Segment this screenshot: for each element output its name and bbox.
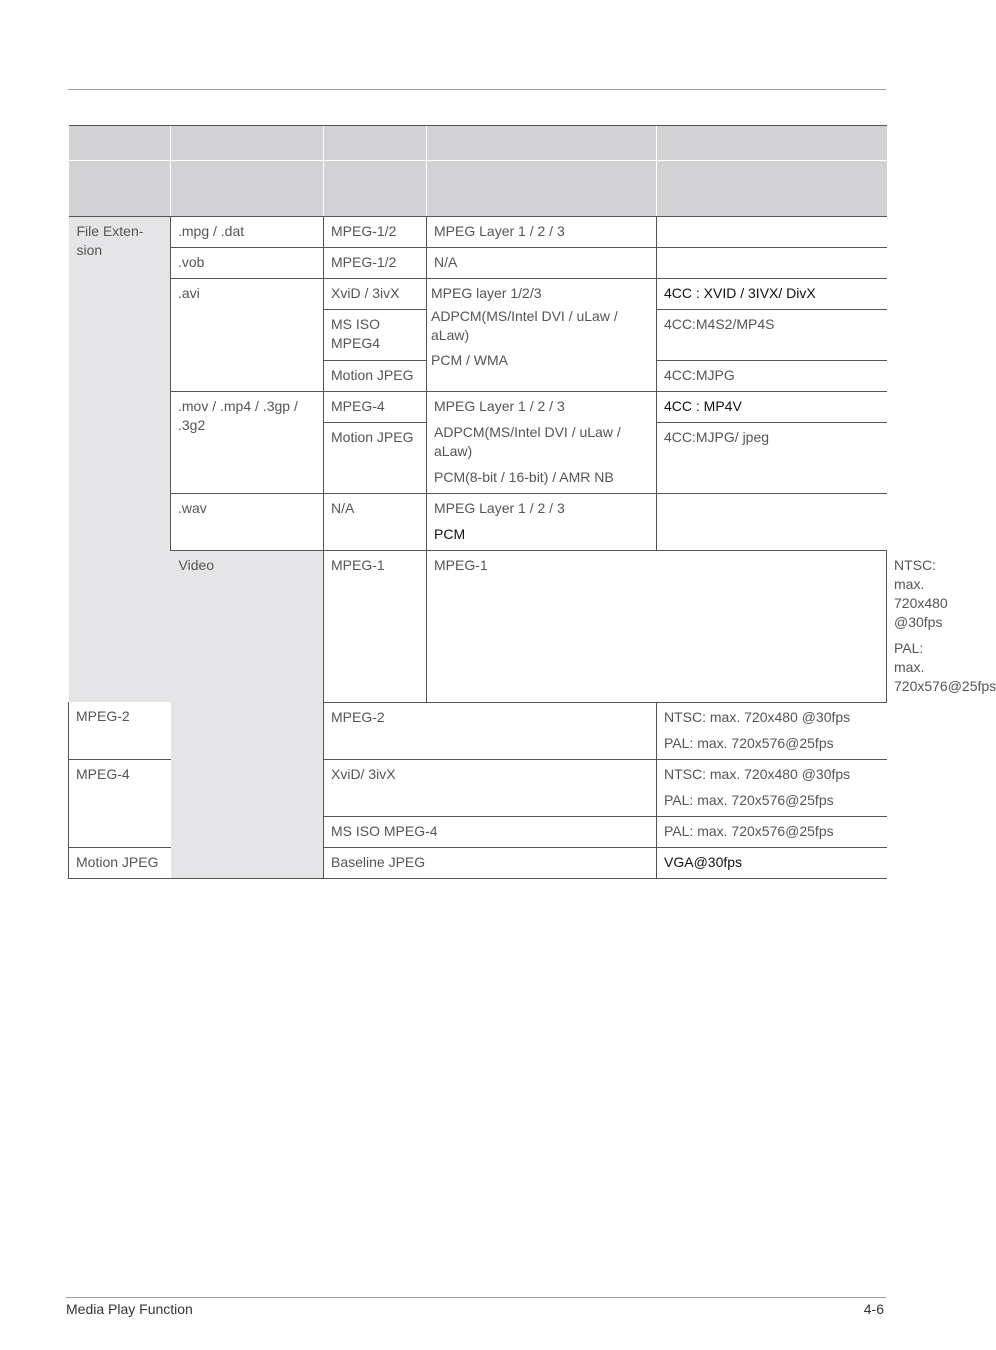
audio-codec-line: PCM / WMA	[431, 352, 508, 368]
extension-cell: .avi	[171, 279, 324, 392]
resolution-line: PAL: max. 720x576@25fps	[664, 791, 834, 808]
header-cell	[657, 126, 887, 161]
remark-cell	[657, 494, 887, 551]
video-codec-cell: Motion JPEG	[324, 361, 427, 392]
resolution-cell	[657, 702, 887, 759]
table-row	[69, 217, 887, 248]
header-cell	[171, 126, 324, 161]
header-cell	[324, 126, 427, 161]
remark-cell	[657, 248, 887, 279]
table-header-row	[69, 126, 887, 161]
audio-codec-line: MPEG Layer 1 / 2 / 3	[434, 398, 565, 414]
remark-cell: 4CC:MJPG/ jpeg	[657, 423, 887, 494]
video-format-cell: MPEG-1	[324, 551, 427, 703]
header-cell	[171, 161, 324, 217]
header-cell	[427, 161, 657, 217]
video-codec-cell: MPEG-1/2	[324, 248, 427, 279]
header-cell	[69, 126, 171, 161]
audio-codec-cell: MPEG Layer 1 / 2 / 3	[427, 217, 657, 248]
audio-codec-line: MPEG layer 1/2/3	[431, 285, 542, 301]
video-codec-cell: XviD/ 3ivX	[324, 759, 657, 816]
header-rule	[68, 89, 886, 90]
table-subheader-row	[69, 161, 887, 217]
remark-cell: 4CC:MJPG	[657, 361, 887, 392]
extension-cell: .vob	[171, 248, 324, 279]
header-cell	[657, 161, 887, 217]
audio-codec-line: PCM(8-bit / 16-bit) / AMR NB	[434, 469, 614, 485]
remark-cell: 4CC : XVID / 3IVX/ DivX	[657, 279, 887, 310]
extension-cell: .mpg / .dat	[171, 217, 324, 248]
remark-cell: 4CC:M4S2/MP4S	[657, 310, 887, 361]
audio-codec-line: ADPCM(MS/Intel DVI / uLaw / aLaw)	[434, 424, 621, 459]
audio-codec-line: MPEG Layer 1 / 2 / 3	[434, 500, 565, 516]
table-row	[69, 279, 887, 310]
video-format-cell: MPEG-2	[69, 702, 171, 759]
table-row	[69, 248, 887, 279]
audio-codec-cell: N/A	[427, 248, 657, 279]
video-format-cell: Motion JPEG	[69, 847, 171, 878]
extension-cell: .wav	[171, 494, 324, 551]
remark-cell	[657, 217, 887, 248]
header-cell	[427, 126, 657, 161]
table-row: Video MPEG-1 MPEG-1 NTSC: max. 720x480 @30fps PAL: max. 720x576@25fps	[69, 551, 887, 703]
video-codec-cell: Baseline JPEG	[324, 847, 657, 878]
resolution-line: NTSC: max. 720x480 @30fps	[664, 765, 851, 782]
audio-codec-cell	[427, 494, 657, 551]
video-codec-cell: MS ISO MPEG4	[324, 310, 427, 361]
page-number: 4-6	[863, 1301, 884, 1317]
resolution-line: NTSC: max. 720x480 @30fps	[664, 708, 851, 725]
remark-cell: 4CC : MP4V	[657, 392, 887, 423]
audio-codec-line: ADPCM(MS/Intel DVI / uLaw / aLaw)	[431, 308, 618, 343]
audio-codec-line: PCM	[434, 526, 466, 542]
footer-section-title: Media Play Function	[66, 1301, 193, 1317]
video-codec-cell: MPEG-1/2	[324, 217, 427, 248]
category-file-extension: File Exten-sion	[69, 217, 171, 703]
resolution-cell: VGA@30fps	[657, 847, 887, 878]
category-video: Video	[171, 551, 324, 879]
footer-rule	[66, 1297, 886, 1298]
audio-codec-cell	[427, 279, 657, 392]
video-codec-cell: MPEG-2	[324, 702, 657, 759]
video-codec-cell: XviD / 3ivX	[324, 279, 427, 310]
resolution-cell: PAL: max. 720x576@25fps	[657, 816, 887, 847]
resolution-line: PAL: max. 720x576@25fps	[664, 734, 834, 751]
video-codec-cell: MS ISO MPEG-4	[324, 816, 657, 847]
video-codec-cell: MPEG-1	[427, 551, 887, 703]
video-format-cell: MPEG-4	[69, 759, 171, 847]
video-codec-cell: MPEG-4	[324, 392, 427, 423]
table-row	[69, 392, 887, 423]
header-cell	[324, 161, 427, 217]
audio-codec-cell	[427, 392, 657, 494]
header-cell	[69, 161, 171, 217]
video-codec-cell: N/A	[324, 494, 427, 551]
video-codec-cell: Motion JPEG	[324, 423, 427, 494]
extension-cell: .mov / .mp4 / .3gp / .3g2	[171, 392, 324, 494]
media-format-table	[68, 125, 996, 879]
table-row	[69, 494, 887, 551]
resolution-cell	[657, 759, 887, 816]
